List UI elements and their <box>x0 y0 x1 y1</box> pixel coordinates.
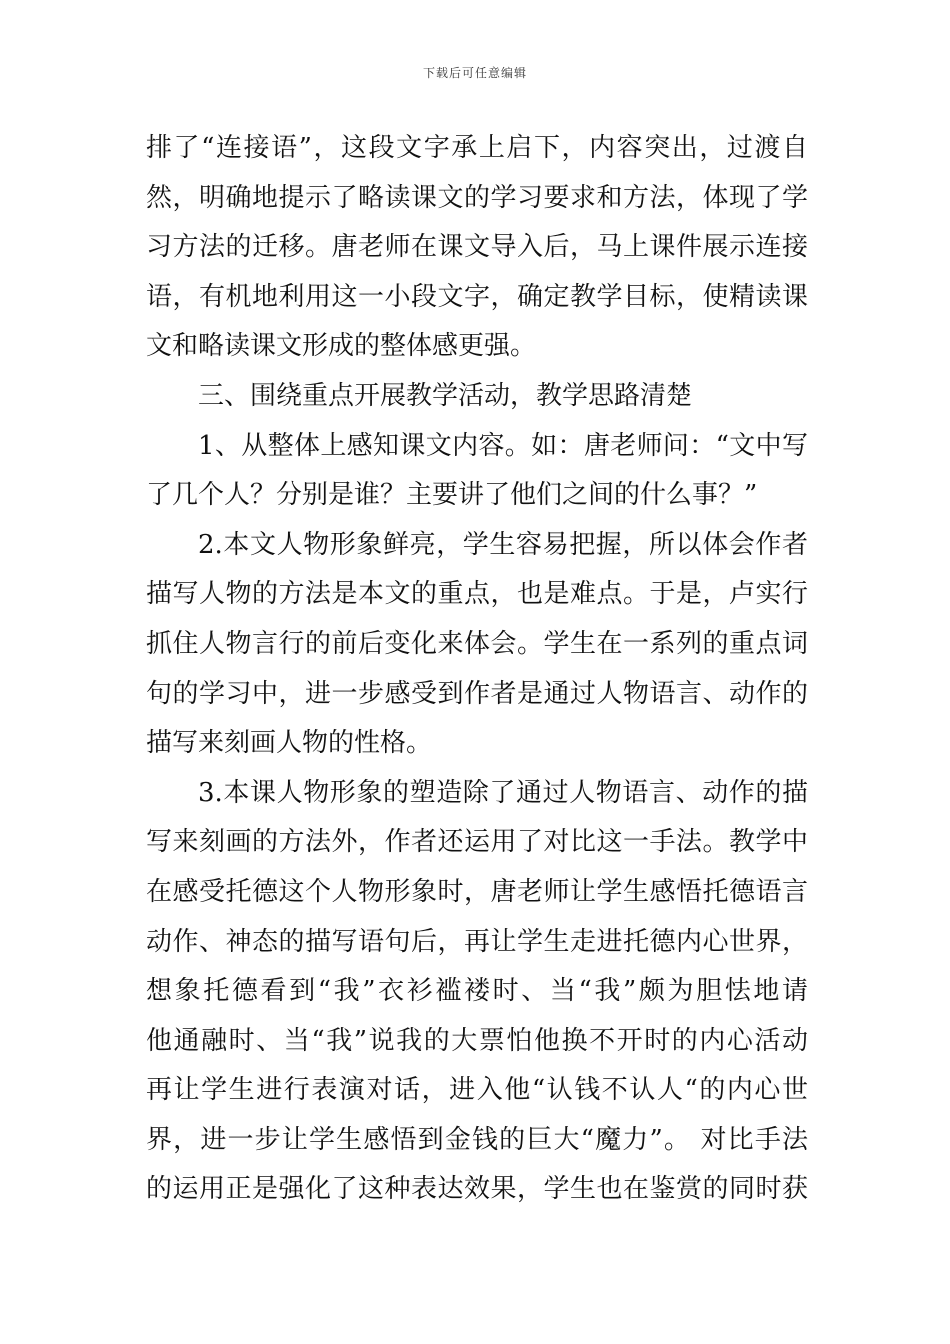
page-header: 下载后可任意编辑 <box>422 66 527 80</box>
text-line: 描写来刻画人物的性格。 <box>146 728 433 759</box>
text-line: 语，有机地利用这一小段文字，确定教学目标，使精读课 <box>146 281 808 312</box>
text-line: 的运用正是强化了这种表达效果，学生也在鉴赏的同时获 <box>146 1174 808 1205</box>
text-line: 了几个人？分别是谁？主要讲了他们之间的什么事？” <box>146 480 758 511</box>
text-line: 句的学习中，进一步感受到作者是通过人物语言、动作的 <box>146 678 808 709</box>
text-line: 界，进一步让学生感悟到金钱的巨大“魔力”。 对比手法 <box>146 1124 808 1155</box>
text-line: 习方法的迁移。唐老师在课文导入后，马上课件展示连接 <box>146 232 808 263</box>
text-line: 1、从整体上感知课文内容。如：唐老师问：“文中写 <box>198 430 808 461</box>
text-line: 2.本文人物形象鲜亮，学生容易把握，所以体会作者 <box>198 529 808 560</box>
text-line: 排了“连接语”，这段文字承上启下，内容突出，过渡自 <box>146 133 808 163</box>
document-body <box>146 124 808 1215</box>
text-line: 三、围绕重点开展教学活动，教学思路清楚 <box>198 380 693 411</box>
text-line: 3.本课人物形象的塑造除了通过人物语言、动作的描 <box>198 777 808 808</box>
text-line: 在感受托德这个人物形象时，唐老师让学生感悟托德语言 <box>146 876 808 907</box>
text-line: 抓住人物言行的前后变化来体会。学生在一系列的重点词 <box>146 628 808 659</box>
text-line: 然，明确地提示了略读课文的学习要求和方法，体现了学 <box>146 182 808 213</box>
text-line: 想象托德看到“我”衣衫褴褛时、当“我”颇为胆怯地请 <box>146 976 808 1007</box>
text-line: 写来刻画的方法外，作者还运用了对比这一手法。教学中 <box>146 827 808 858</box>
text-line: 他通融时、当“我”说我的大票怕他换不开时的内心活动 <box>146 1025 808 1056</box>
text-line: 动作、神态的描写语句后，再让学生走进托德内心世界， <box>146 926 808 957</box>
text-line: 文和略读课文形成的整体感更强。 <box>146 331 537 362</box>
text-line: 描写人物的方法是本文的重点，也是难点。于是，卢实行 <box>146 579 808 610</box>
text-line: 再让学生进行表演对话，进入他“认钱不认人“的内心世 <box>146 1075 808 1106</box>
